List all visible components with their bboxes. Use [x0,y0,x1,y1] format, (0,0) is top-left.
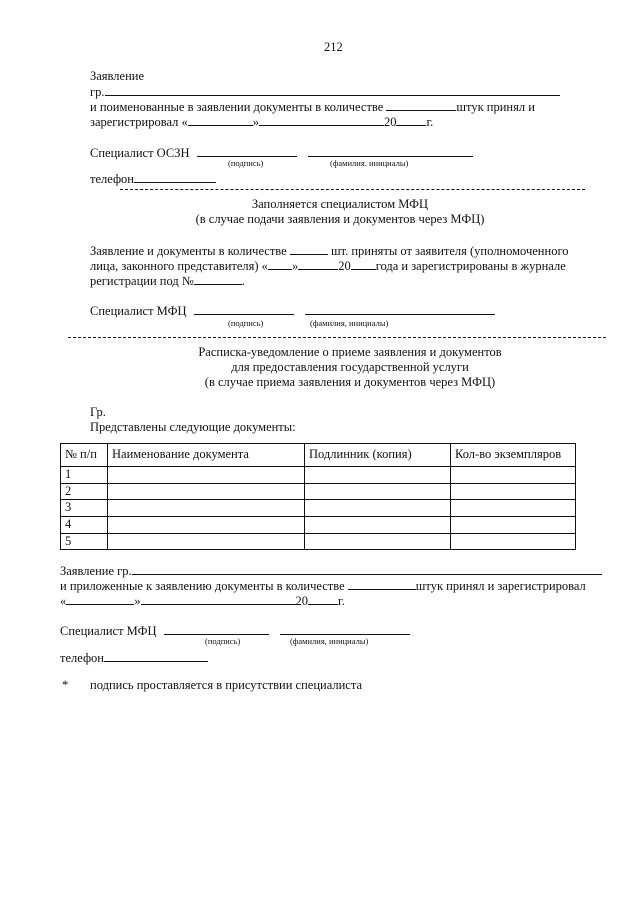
receipt-subheading: для предоставления государственной услуги [231,360,469,374]
column-header: № п/п [61,444,108,467]
separator [120,189,585,190]
original-copy-cell[interactable] [305,500,451,517]
phone-blank[interactable] [134,171,216,183]
document-name-cell[interactable] [108,500,305,517]
row-number: 4 [61,516,108,533]
receipt-applicant-blank[interactable] [132,563,602,575]
mfc-signature-blank[interactable] [194,303,294,315]
receipt-year-blank[interactable] [308,593,338,605]
applicant-name-blank[interactable] [105,84,560,96]
footnote-marker: * [62,678,69,692]
footnote-text: подпись проставляется в присутствии специалиста [90,678,362,692]
signature-blank[interactable] [197,145,297,157]
original-copy-cell[interactable] [305,483,451,500]
receipt-month-blank[interactable] [141,593,296,605]
receipt-specialist-line: Специалист МФЦ [60,623,410,640]
receipt-signature-blank[interactable] [164,623,269,635]
receipt-statement-line: Заявление гр. [60,563,602,580]
name-note: (фамилия. инициалы) [330,158,409,168]
specialist-label: Специалист ОСЗН [90,146,190,160]
mfc-month-blank[interactable] [298,258,338,270]
docs-count-line: и поименованные в заявлении документы в количестве штук принял и [90,100,535,114]
mfc-signature-note: (подпись) [228,318,264,328]
document-name-cell[interactable] [108,516,305,533]
mfc-day-blank[interactable] [268,258,292,270]
receipt-gr-label: Гр. [90,405,106,419]
table-row [61,500,576,517]
receipt-docs-count-blank[interactable] [348,578,416,590]
row-number: 1 [61,467,108,484]
copies-count-cell[interactable] [451,533,576,550]
mfc-year-blank[interactable] [351,258,376,270]
document-name-cell[interactable] [108,467,305,484]
column-header: Наименование документа [108,444,305,467]
receipt-day-blank[interactable] [66,593,134,605]
mfc-reg-number-blank[interactable] [194,273,242,285]
receipt-heading: Расписка-уведомление о приеме заявления и документов [198,345,502,359]
column-header: Кол-во экземпляров [451,444,576,467]
receipt-signature-note: (подпись) [205,636,241,646]
copies-count-cell[interactable] [451,467,576,484]
receipt-date-line: « » 20 г. [60,594,345,608]
gr-label: гр. [90,85,105,99]
copies-count-cell[interactable] [451,483,576,500]
docs-intro: Представлены следующие документы: [90,420,296,434]
mfc-date-line: лица, законного представителя) « » 20 года и зарегистрированы в журнале [90,259,566,273]
mfc-registration-line: регистрации под № . [90,274,245,288]
table-row [61,467,576,484]
row-number: 5 [61,533,108,550]
document-name-cell[interactable] [108,533,305,550]
receipt-phone-blank[interactable] [104,650,208,662]
copies-count-cell[interactable] [451,516,576,533]
receipt-name-blank[interactable] [280,623,410,635]
receipt-phone-line: телефон [60,650,208,667]
mfc-name-note: (фамилия, инициалы) [310,318,389,328]
column-header: Подлинник (копия) [305,444,451,467]
original-copy-cell[interactable] [305,516,451,533]
document-name-cell[interactable] [108,483,305,500]
docs-count-blank[interactable] [386,99,456,111]
signature-note: (подпись) [228,158,264,168]
oszn-specialist-line [90,145,473,162]
mfc-specialist-line: Специалист МФЦ [90,303,495,320]
receipt-docs-line: и приложенные к заявлению документы в количестве штук принял и зарегистрировал [60,579,586,593]
original-copy-cell[interactable] [305,533,451,550]
mfc-subheading: (в случае подачи заявления и документов через МФЦ) [195,212,485,226]
name-blank[interactable] [308,145,473,157]
copies-count-cell[interactable] [451,500,576,517]
table-row [61,533,576,550]
year-blank[interactable] [396,114,426,126]
mfc-name-blank[interactable] [305,303,495,315]
original-copy-cell[interactable] [305,467,451,484]
mfc-docs-count-blank[interactable] [290,243,328,255]
phone-line: телефон [90,171,216,188]
month-blank[interactable] [259,114,384,126]
row-number: 3 [61,500,108,517]
mfc-heading: Заполняется специалистом МФЦ [251,197,429,211]
table-row [61,483,576,500]
receipt-name-note: (фамилия, инициалы) [290,636,369,646]
table-row [61,516,576,533]
documents-table [60,443,576,550]
table-header-row [61,444,576,467]
row-number: 2 [61,483,108,500]
page-number: 212 [324,40,343,54]
separator [68,337,606,338]
day-blank[interactable] [188,114,253,126]
application-title: Заявление [90,69,145,83]
receipt-subheading-mfc: (в случае приема заявления и документов через МФЦ) [204,375,496,389]
registration-date-line: зарегистрировал « » 20 г. [90,115,434,129]
mfc-docs-line: Заявление и документы в количестве шт. приняты от заявителя (уполномоченного [90,244,569,258]
